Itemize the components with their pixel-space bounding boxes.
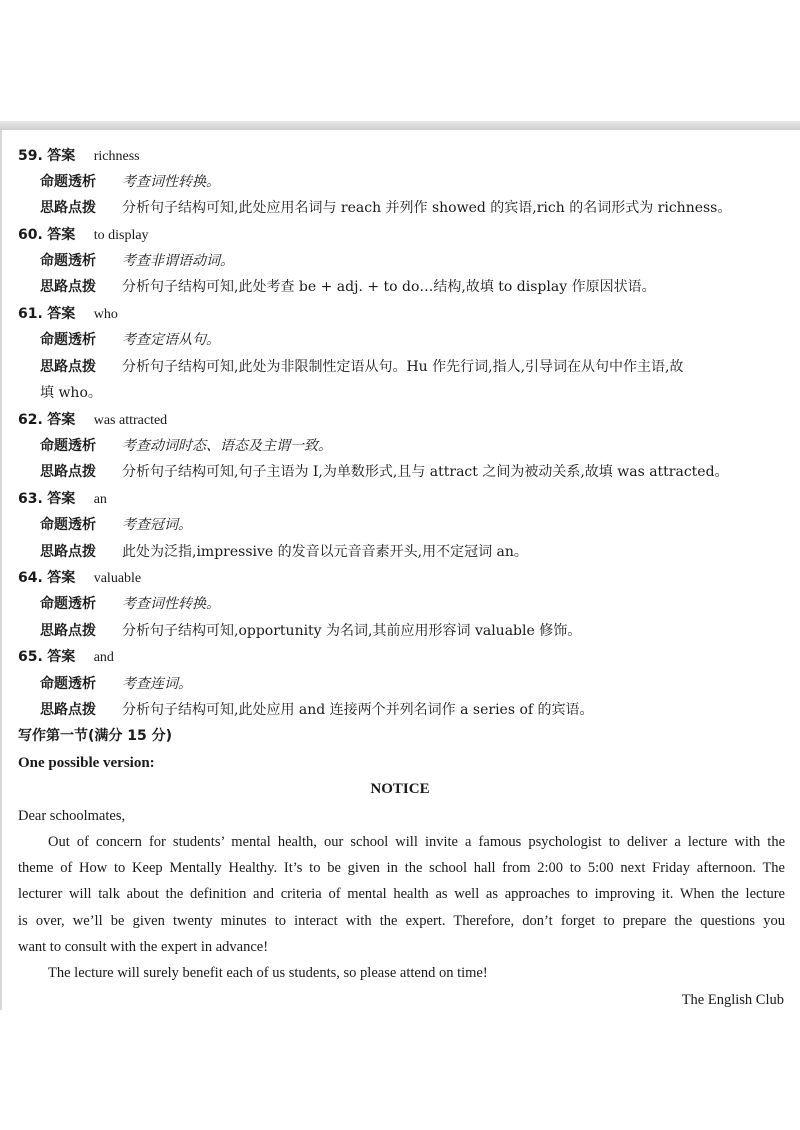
letter-salutation: Dear schoolmates,: [18, 808, 126, 824]
analysis-label: 命题透析: [40, 332, 96, 348]
answer-text: to display: [93, 228, 149, 243]
answer-text: valuable: [93, 571, 142, 586]
analysis-label: 命题透析: [40, 596, 96, 612]
question-61-hint-continued: [40, 380, 102, 406]
analysis-text: 考查冠词。: [122, 517, 192, 533]
hint-text: 分析句子结构可知,opportunity 为名词,其前应用形容词 valuable 修饰。: [122, 623, 582, 639]
question-number: 64.: [18, 570, 43, 586]
question-60-analysis: [40, 248, 234, 274]
question-61-answer: [18, 301, 118, 327]
question-number: 59.: [18, 148, 43, 164]
analysis-label: 命题透析: [40, 676, 96, 692]
question-number: 63.: [18, 491, 43, 507]
question-62-analysis: [40, 433, 332, 459]
hint-label: 思路点拨: [40, 623, 96, 639]
analysis-label: 命题透析: [40, 438, 96, 454]
answer-key-label: 答案: [47, 570, 76, 586]
hint-label: 思路点拨: [40, 279, 96, 295]
letter-paragraph-line: want to consult with the expert in advance!: [18, 939, 269, 955]
question-63-analysis: [40, 512, 192, 538]
question-59-answer: [18, 143, 140, 169]
question-63-answer: [18, 486, 107, 512]
letter-paragraph-line: is over, we’ll be given twenty minutes to interact with the expert. Therefore, don’t forget to prepare the questions you: [18, 913, 785, 929]
hint-text: 此处为泛指,impressive 的发音以元音音素开头,用不定冠词 an。: [122, 544, 528, 560]
answer-key-label: 答案: [47, 148, 76, 164]
analysis-text: 考查非谓语动词。: [122, 253, 234, 269]
hint-text: 分析句子结构可知,此处为非限制性定语从句。Hu 作先行词,指人,引导词在从句中作主语,故: [122, 359, 684, 375]
analysis-text: 考查定语从句。: [122, 332, 220, 348]
letter-paragraph-line: theme of How to Keep Mentally Healthy. It’s to be given in the school hall from 2:00 to 5:00 next Friday afternoon. The: [18, 860, 785, 876]
answer-key-label: 答案: [47, 491, 76, 507]
question-65-hint: [40, 697, 594, 723]
page-left-edge: [0, 130, 2, 1010]
hint-label: 思路点拨: [40, 464, 96, 480]
hint-text-continued: 填 who。: [40, 385, 102, 401]
question-64-hint: [40, 618, 581, 644]
analysis-text: 考查词性转换。: [122, 174, 220, 190]
analysis-label: 命题透析: [40, 517, 96, 533]
hint-text: 分析句子结构可知,此处应用名词与 reach 并列作 showed 的宾语,rich 的名词形式为 richness。: [122, 200, 732, 216]
question-63-hint: [40, 539, 528, 565]
hint-label: 思路点拨: [40, 702, 96, 718]
analysis-text: 考查连词。: [122, 676, 192, 692]
answer-key-label: 答案: [47, 227, 76, 243]
writing-section-title: 写作第一节(满分 15 分): [18, 728, 173, 744]
hint-label: 思路点拨: [40, 544, 96, 560]
hint-label: 思路点拨: [40, 200, 96, 216]
letter-closing-paragraph: The lecture will surely benefit each of us students, so please attend on time!: [48, 965, 488, 981]
question-number: 61.: [18, 306, 43, 322]
letter-paragraph-line: Out of concern for students’ mental health, our school will invite a famous psychologist to deliver a lecture with the: [48, 834, 785, 850]
letter-signoff: The English Club: [681, 992, 784, 1008]
answer-text: an: [93, 492, 107, 507]
question-64-analysis: [40, 591, 220, 617]
question-number: 60.: [18, 227, 43, 243]
question-59-hint: [40, 195, 731, 221]
question-61-analysis: [40, 327, 220, 353]
answer-key-label: 答案: [47, 412, 76, 428]
answer-key-label: 答案: [47, 649, 76, 665]
answer-text: richness: [93, 149, 140, 164]
question-62-hint: [40, 459, 729, 485]
question-61-hint: [40, 354, 683, 380]
question-65-answer: [18, 644, 114, 670]
answer-text: who: [93, 307, 118, 322]
question-65-analysis: [40, 671, 192, 697]
hint-text: 分析句子结构可知,句子主语为 I,为单数形式,且与 attract 之间为被动关系,故填 was attracted。: [122, 464, 729, 480]
analysis-text: 考查词性转换。: [122, 596, 220, 612]
version-label: One possible version:: [18, 755, 155, 771]
analysis-label: 命题透析: [40, 174, 96, 190]
letter-paragraph-line: lecturer will talk about the definition and criteria of mental health as well as approaches to improving it. When the lecture: [18, 886, 785, 902]
analysis-text: 考查动词时态、语态及主谓一致。: [122, 438, 332, 454]
question-64-answer: [18, 565, 141, 591]
hint-text: 分析句子结构可知,此处考查 be + adj. + to do…结构,故填 to display 作原因状语。: [122, 279, 656, 295]
page-top-band: [0, 121, 800, 130]
answer-text: and: [93, 650, 114, 665]
answer-key-label: 答案: [47, 306, 76, 322]
question-60-hint: [40, 274, 656, 300]
question-62-answer: [18, 407, 167, 433]
analysis-label: 命题透析: [40, 253, 96, 269]
question-60-answer: [18, 222, 149, 248]
question-number: 65.: [18, 649, 43, 665]
question-59-analysis: [40, 169, 220, 195]
answer-text: was attracted: [93, 413, 168, 428]
question-number: 62.: [18, 412, 43, 428]
hint-label: 思路点拨: [40, 359, 96, 375]
hint-text: 分析句子结构可知,此处应用 and 连接两个并列名词作 a series of 的宾语。: [122, 702, 594, 718]
notice-title: NOTICE: [370, 781, 430, 797]
